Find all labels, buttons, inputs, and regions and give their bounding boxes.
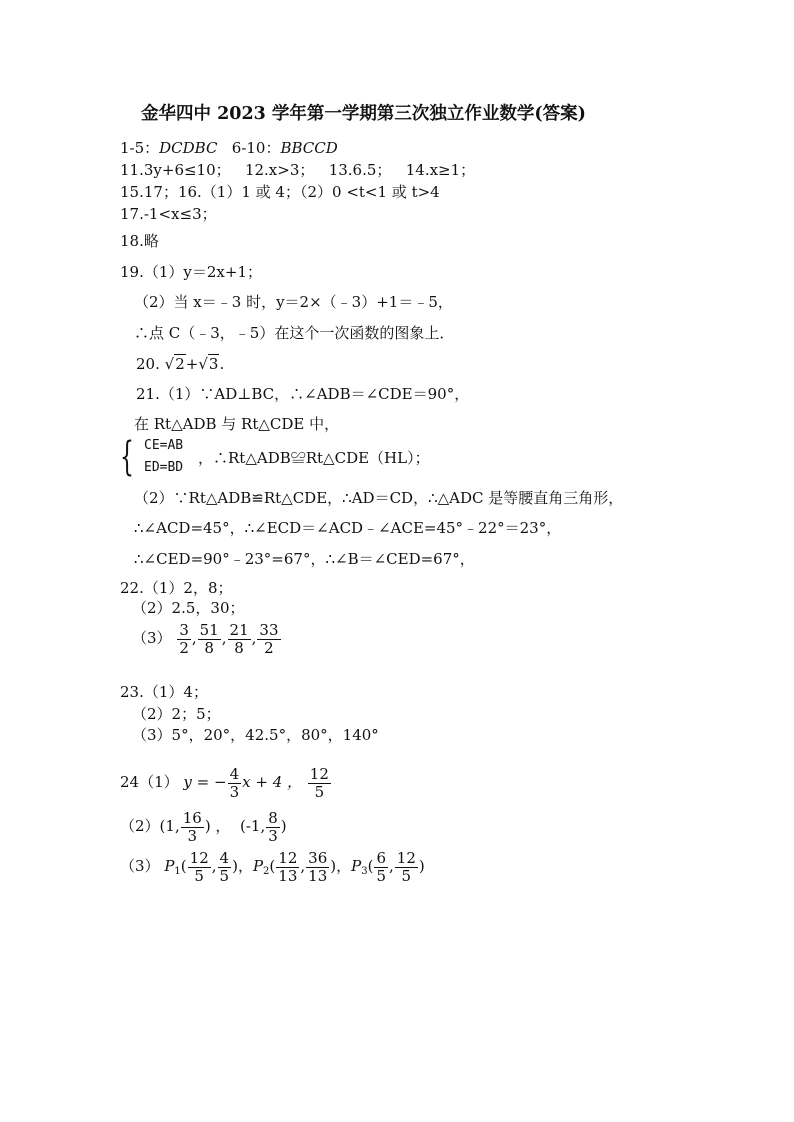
denominator: 8: [204, 638, 214, 657]
denominator: 3: [268, 826, 278, 845]
separator: ，: [336, 857, 352, 875]
q23-part1: 23.（1）4；: [120, 683, 208, 701]
numerator: 4: [219, 848, 230, 867]
system-row-2: ED=BD: [144, 460, 184, 475]
denominator: 5: [194, 866, 204, 885]
q19-part2: （2）当 x＝﹣3 时，y＝2×（﹣3）+1＝﹣5，: [134, 293, 453, 311]
fraction: [198, 622, 221, 657]
fraction: [228, 622, 251, 657]
fraction: [308, 766, 331, 801]
q20-label: 20.: [136, 355, 160, 373]
numerator: 12: [278, 848, 298, 867]
point2-open: (-1,: [239, 817, 266, 835]
subscript: 3: [361, 866, 368, 877]
answer-17: 17.-1<x≤3；: [120, 205, 217, 223]
numerator: 12: [309, 764, 329, 783]
left-brace-icon: {: [120, 434, 134, 480]
q24-part2-label: （2）: [120, 817, 160, 835]
separator: ,: [251, 629, 257, 647]
q21-part4: （2）∵Rt△ADB≌Rt△CDE，∴AD＝CD，∴△ADC 是等腰直角三角形，: [134, 489, 624, 507]
denominator: 5: [219, 866, 230, 885]
answers-6-10-value: BBCCD: [280, 139, 338, 157]
numerator: 4: [229, 764, 240, 783]
answers-11-14: [120, 160, 475, 180]
q21-part1: 21.（1）∵AD⊥BC，∴∠ADB＝∠CDE＝90°，: [136, 385, 470, 403]
q23-part3: （3）5°，20°，42.5°，80°，140°: [132, 726, 379, 744]
q24-part1: [120, 762, 332, 802]
fraction: [188, 850, 211, 885]
answer-11: 11.3y+6≤10；: [120, 161, 231, 179]
numerator: 3: [179, 620, 189, 639]
sqrt-3: √3: [198, 355, 219, 373]
subscript: 2: [263, 866, 270, 877]
separator: ，: [237, 857, 253, 875]
sqrt-2: √2: [164, 355, 185, 373]
numerator: 16: [182, 808, 202, 827]
radicand-2: 2: [175, 355, 185, 373]
fraction: [257, 622, 280, 657]
point2-close: ): [280, 817, 287, 835]
numerator: 8: [268, 808, 278, 827]
answers-1-5-value: DCDBC: [159, 139, 218, 157]
numerator: 33: [259, 620, 279, 639]
denominator: 3: [229, 782, 240, 801]
q20-end: .: [219, 355, 225, 373]
system-row-1: CE=AB: [144, 438, 184, 453]
q19-part1: 19.（1）y＝2x+1；: [120, 263, 262, 281]
q20-answer: [136, 354, 224, 374]
answer-18: 18.略: [120, 232, 159, 250]
q22-part3-label: （3）: [132, 629, 172, 647]
q21-part5: ∴∠ACD=45°，∴∠ECD＝∠ACD﹣∠ACE=45°﹣22°＝23°，: [134, 519, 562, 537]
numerator: 12: [189, 848, 209, 867]
q24-part2: [120, 806, 287, 846]
answers-6-10-label: 6-10：: [231, 139, 281, 157]
point-p1-name: P: [164, 857, 175, 875]
numerator: 6: [376, 848, 386, 867]
equation-rhs: x + 4 ，: [242, 773, 303, 791]
answer-14: 14.x≥1；: [405, 161, 476, 179]
point1-close: ) ，: [204, 817, 231, 835]
answers-1-10: [120, 138, 338, 158]
separator: ,: [221, 629, 227, 647]
q21-part2: 在 Rt△ADB 与 Rt△CDE 中，: [134, 415, 340, 433]
answer-13: 13.6.5；: [328, 161, 392, 179]
plus-sign: +: [185, 355, 199, 373]
fraction: [228, 766, 242, 801]
point-p2-name: P: [252, 857, 264, 875]
answers-1-5-label: 1-5：: [120, 139, 160, 157]
denominator: 5: [314, 782, 325, 801]
point1-open: (1,: [159, 817, 180, 835]
denominator: 13: [308, 866, 328, 885]
denominator: 3: [187, 826, 198, 845]
fraction: [374, 850, 388, 885]
page-title: 金华四中 2023 学年第一学期第三次独立作业数学(答案): [141, 104, 586, 124]
point-p3-name: P: [351, 857, 362, 875]
fraction: [276, 850, 299, 885]
q24-part3: （3） $P_1$( $\frac{12}{5}$ , $\frac{4}{5}$ )，$P_2$( $\frac{12}{13}$ , $\frac{36}{13}$ )，$P_3$( $\frac{6}{5}$ , $\frac{12}{5}$ ): [120, 848, 425, 885]
numerator: 21: [229, 620, 249, 639]
fraction: [395, 850, 418, 885]
answers-15-16: 15.17；16.（1）1 或 4；（2）0 <t<1 或 t>4: [120, 183, 440, 201]
numerator: 12: [396, 848, 416, 867]
denominator: 5: [376, 866, 386, 885]
equation-system: [120, 436, 198, 480]
denominator: 2: [179, 638, 189, 657]
denominator: 5: [401, 866, 412, 885]
answer-12: 12.x>3；: [244, 161, 315, 179]
fraction: [306, 850, 329, 885]
denominator: 13: [278, 866, 298, 885]
fraction: [266, 810, 280, 845]
q19-part3: ∴点 C（﹣3，﹣5）在这个一次函数的图象上．: [134, 324, 455, 342]
subscript: 1: [174, 866, 181, 877]
radicand-3: 3: [208, 355, 219, 373]
q23-part2: （2）2；5；: [132, 705, 221, 723]
equation-lhs: y = −: [183, 773, 227, 791]
denominator: 2: [264, 638, 274, 657]
numerator: 36: [308, 848, 328, 867]
q22-part1: 22.（1）2，8；: [120, 579, 233, 597]
separator: ,: [191, 629, 197, 647]
q22-part2: （2）2.5，30；: [132, 599, 245, 617]
denominator: 8: [234, 638, 244, 657]
fraction: [177, 622, 191, 657]
q22-part3: [132, 618, 282, 658]
q21-part6: ∴∠CED=90°﹣23°=67°，∴∠B＝∠CED=67°，: [134, 550, 475, 568]
numerator: 51: [199, 620, 219, 639]
fraction: [181, 810, 204, 845]
fraction: [218, 850, 232, 885]
q21-part3: ，∴Rt△ADB≌Rt△CDE（HL）；: [198, 449, 430, 467]
q24-part1-label: 24（1）: [120, 773, 179, 791]
q24-part3-label: （3）: [120, 857, 160, 875]
